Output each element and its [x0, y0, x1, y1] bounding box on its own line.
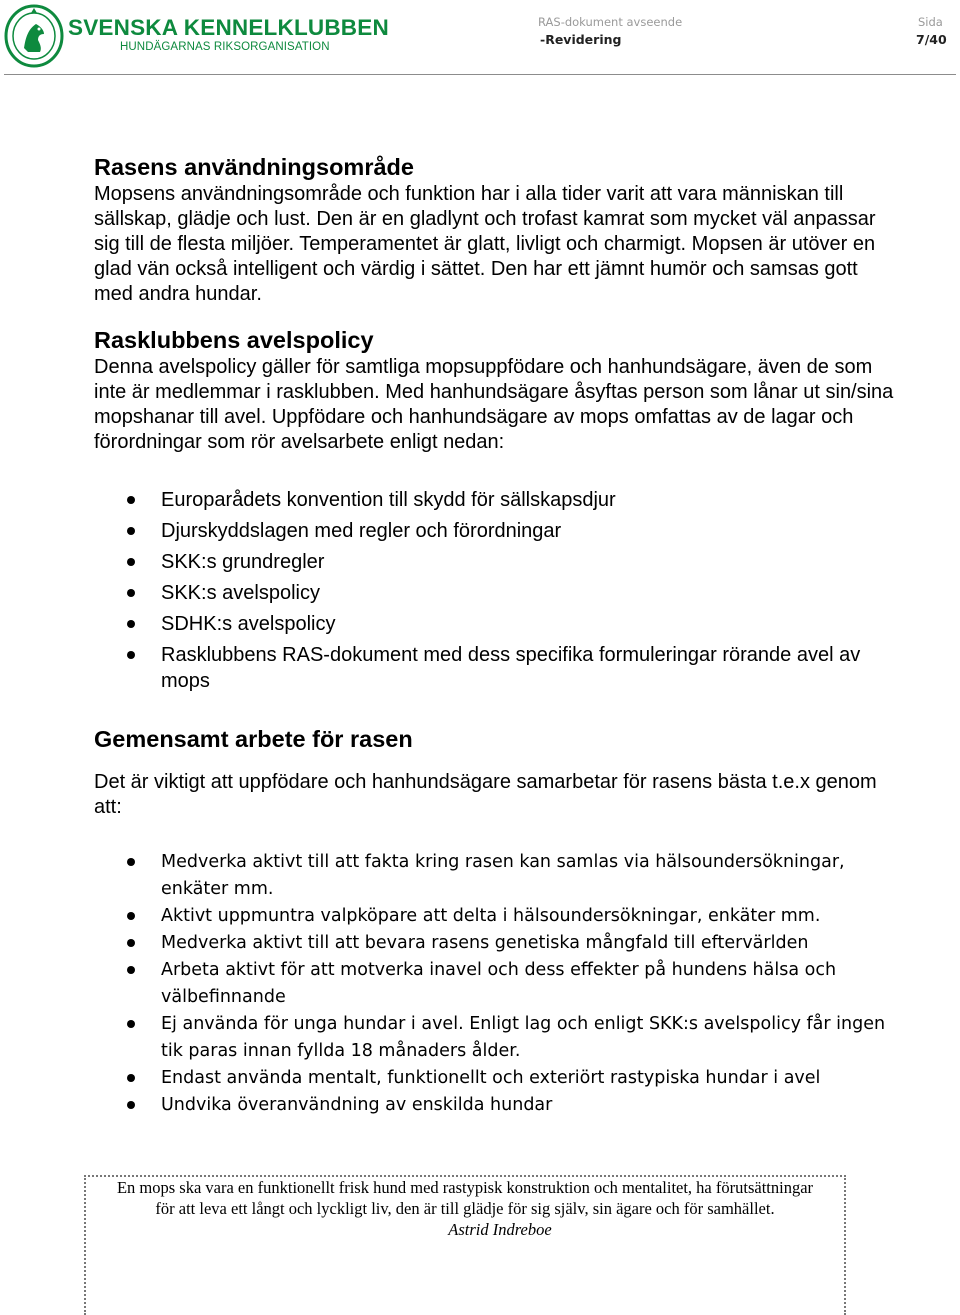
- kennel-club-seal-icon: [4, 4, 64, 68]
- list-item: Rasklubbens RAS-dokument med dess specifika formuleringar rörande avel av mops: [94, 642, 894, 694]
- bullet-icon: [127, 966, 135, 974]
- list-item: Medverka aktivt till att fakta kring rasen kan samlas via hälsoundersökningar, enkäter mm.: [94, 849, 894, 903]
- brand-subtitle: HUNDÄGARNAS RIKSORGANISATION: [120, 41, 330, 53]
- list-item: Arbeta aktivt för att motverka inavel och dess effekter på hundens hälsa och välbefinnande: [94, 957, 894, 1011]
- bullet-icon: [127, 1101, 135, 1109]
- document-subtitle: -Revidering: [540, 32, 622, 47]
- actions-list: [94, 849, 894, 1119]
- brand-name: SVENSKA KENNELKLUBBEN: [68, 15, 389, 40]
- list-item: SDHK:s avelspolicy: [94, 611, 894, 637]
- section-text-joint-work: Det är viktigt att uppfödare och hanhundsägare samarbetar för rasens bästa t.e.x genom att:: [94, 771, 877, 818]
- section-text-usage: Mopsens användningsområde och funktion har i alla tider varit att vara människan till sällskap, glädje och lust. Den är en gladlynt och trofast kamrat som mycket väl anpassar sig till de flesta miljöer. Temperamentet är glatt, livligt och charmigt. Mopsen är utöver en glad vän också intelligent och värdig i sättet. Den har ett jämnt humör och samsas gott med andra hundar.: [94, 183, 876, 305]
- list-item: Medverka aktivt till att bevara rasens genetiska mångfald till eftervärlden: [94, 930, 894, 957]
- page-label: Sida: [918, 15, 943, 29]
- page-body: [94, 150, 894, 1119]
- bullet-icon: [127, 527, 135, 535]
- header-divider: [4, 74, 956, 75]
- section-title-usage: Rasens användningsområde: [94, 154, 414, 180]
- quote: [114, 1177, 816, 1240]
- bullet-icon: [127, 1020, 135, 1028]
- list-item: Aktivt uppmuntra valpköpare att delta i hälsoundersökningar, enkäter mm.: [94, 903, 894, 930]
- bullet-icon: [127, 912, 135, 920]
- section-title-joint-work: Gemensamt arbete för rasen: [94, 726, 413, 752]
- quote-text: En mops ska vara en funktionellt frisk hund med rastypisk konstruktion och mentalitet, ha förutsättningar för att leva ett långt och lyckligt liv, den är till glädje för sig själv, sin ägare och för samhället.: [116, 1178, 814, 1218]
- quote-author: Astrid Indreboe: [448, 1220, 552, 1239]
- list-item: Endast använda mentalt, funktionellt och exteriört rastypiska hundar i avel: [94, 1065, 894, 1092]
- list-item: Europarådets konvention till skydd för sällskapsdjur: [94, 487, 894, 513]
- page-header: [0, 0, 960, 78]
- bullet-icon: [127, 939, 135, 947]
- bullet-icon: [127, 558, 135, 566]
- list-item: SKK:s grundregler: [94, 549, 894, 575]
- list-item: SKK:s avelspolicy: [94, 580, 894, 606]
- list-item: Djurskyddslagen med regler och förordningar: [94, 518, 894, 544]
- section-text-breeding-policy: Denna avelspolicy gäller för samtliga mopsuppfödare och hanhundsägare, även de som inte är medlemmar i rasklubben. Med hanhundsägare åsyftas person som lånar ut sin/sina mopshanar till avel. Uppfödare och hanhundsägare av mops omfattas av de lagar och förordningar som rör avelsarbete enligt nedan:: [94, 356, 894, 453]
- bullet-icon: [127, 589, 135, 597]
- list-item: Undvika överanvändning av enskilda hundar: [94, 1092, 894, 1119]
- regulations-list: [94, 487, 894, 694]
- document-label: RAS-dokument avseende: [538, 15, 683, 29]
- bullet-icon: [127, 651, 135, 659]
- bullet-icon: [127, 1074, 135, 1082]
- page-number: 7/40: [916, 32, 947, 47]
- bullet-icon: [127, 496, 135, 504]
- list-item: Ej använda för unga hundar i avel. Enligt lag och enligt SKK:s avelspolicy får ingen tik paras innan fyllda 18 månaders ålder.: [94, 1011, 894, 1065]
- section-title-breeding-policy: Rasklubbens avelspolicy: [94, 327, 374, 353]
- bullet-icon: [127, 620, 135, 628]
- bullet-icon: [127, 858, 135, 866]
- quote-box: [84, 1175, 846, 1315]
